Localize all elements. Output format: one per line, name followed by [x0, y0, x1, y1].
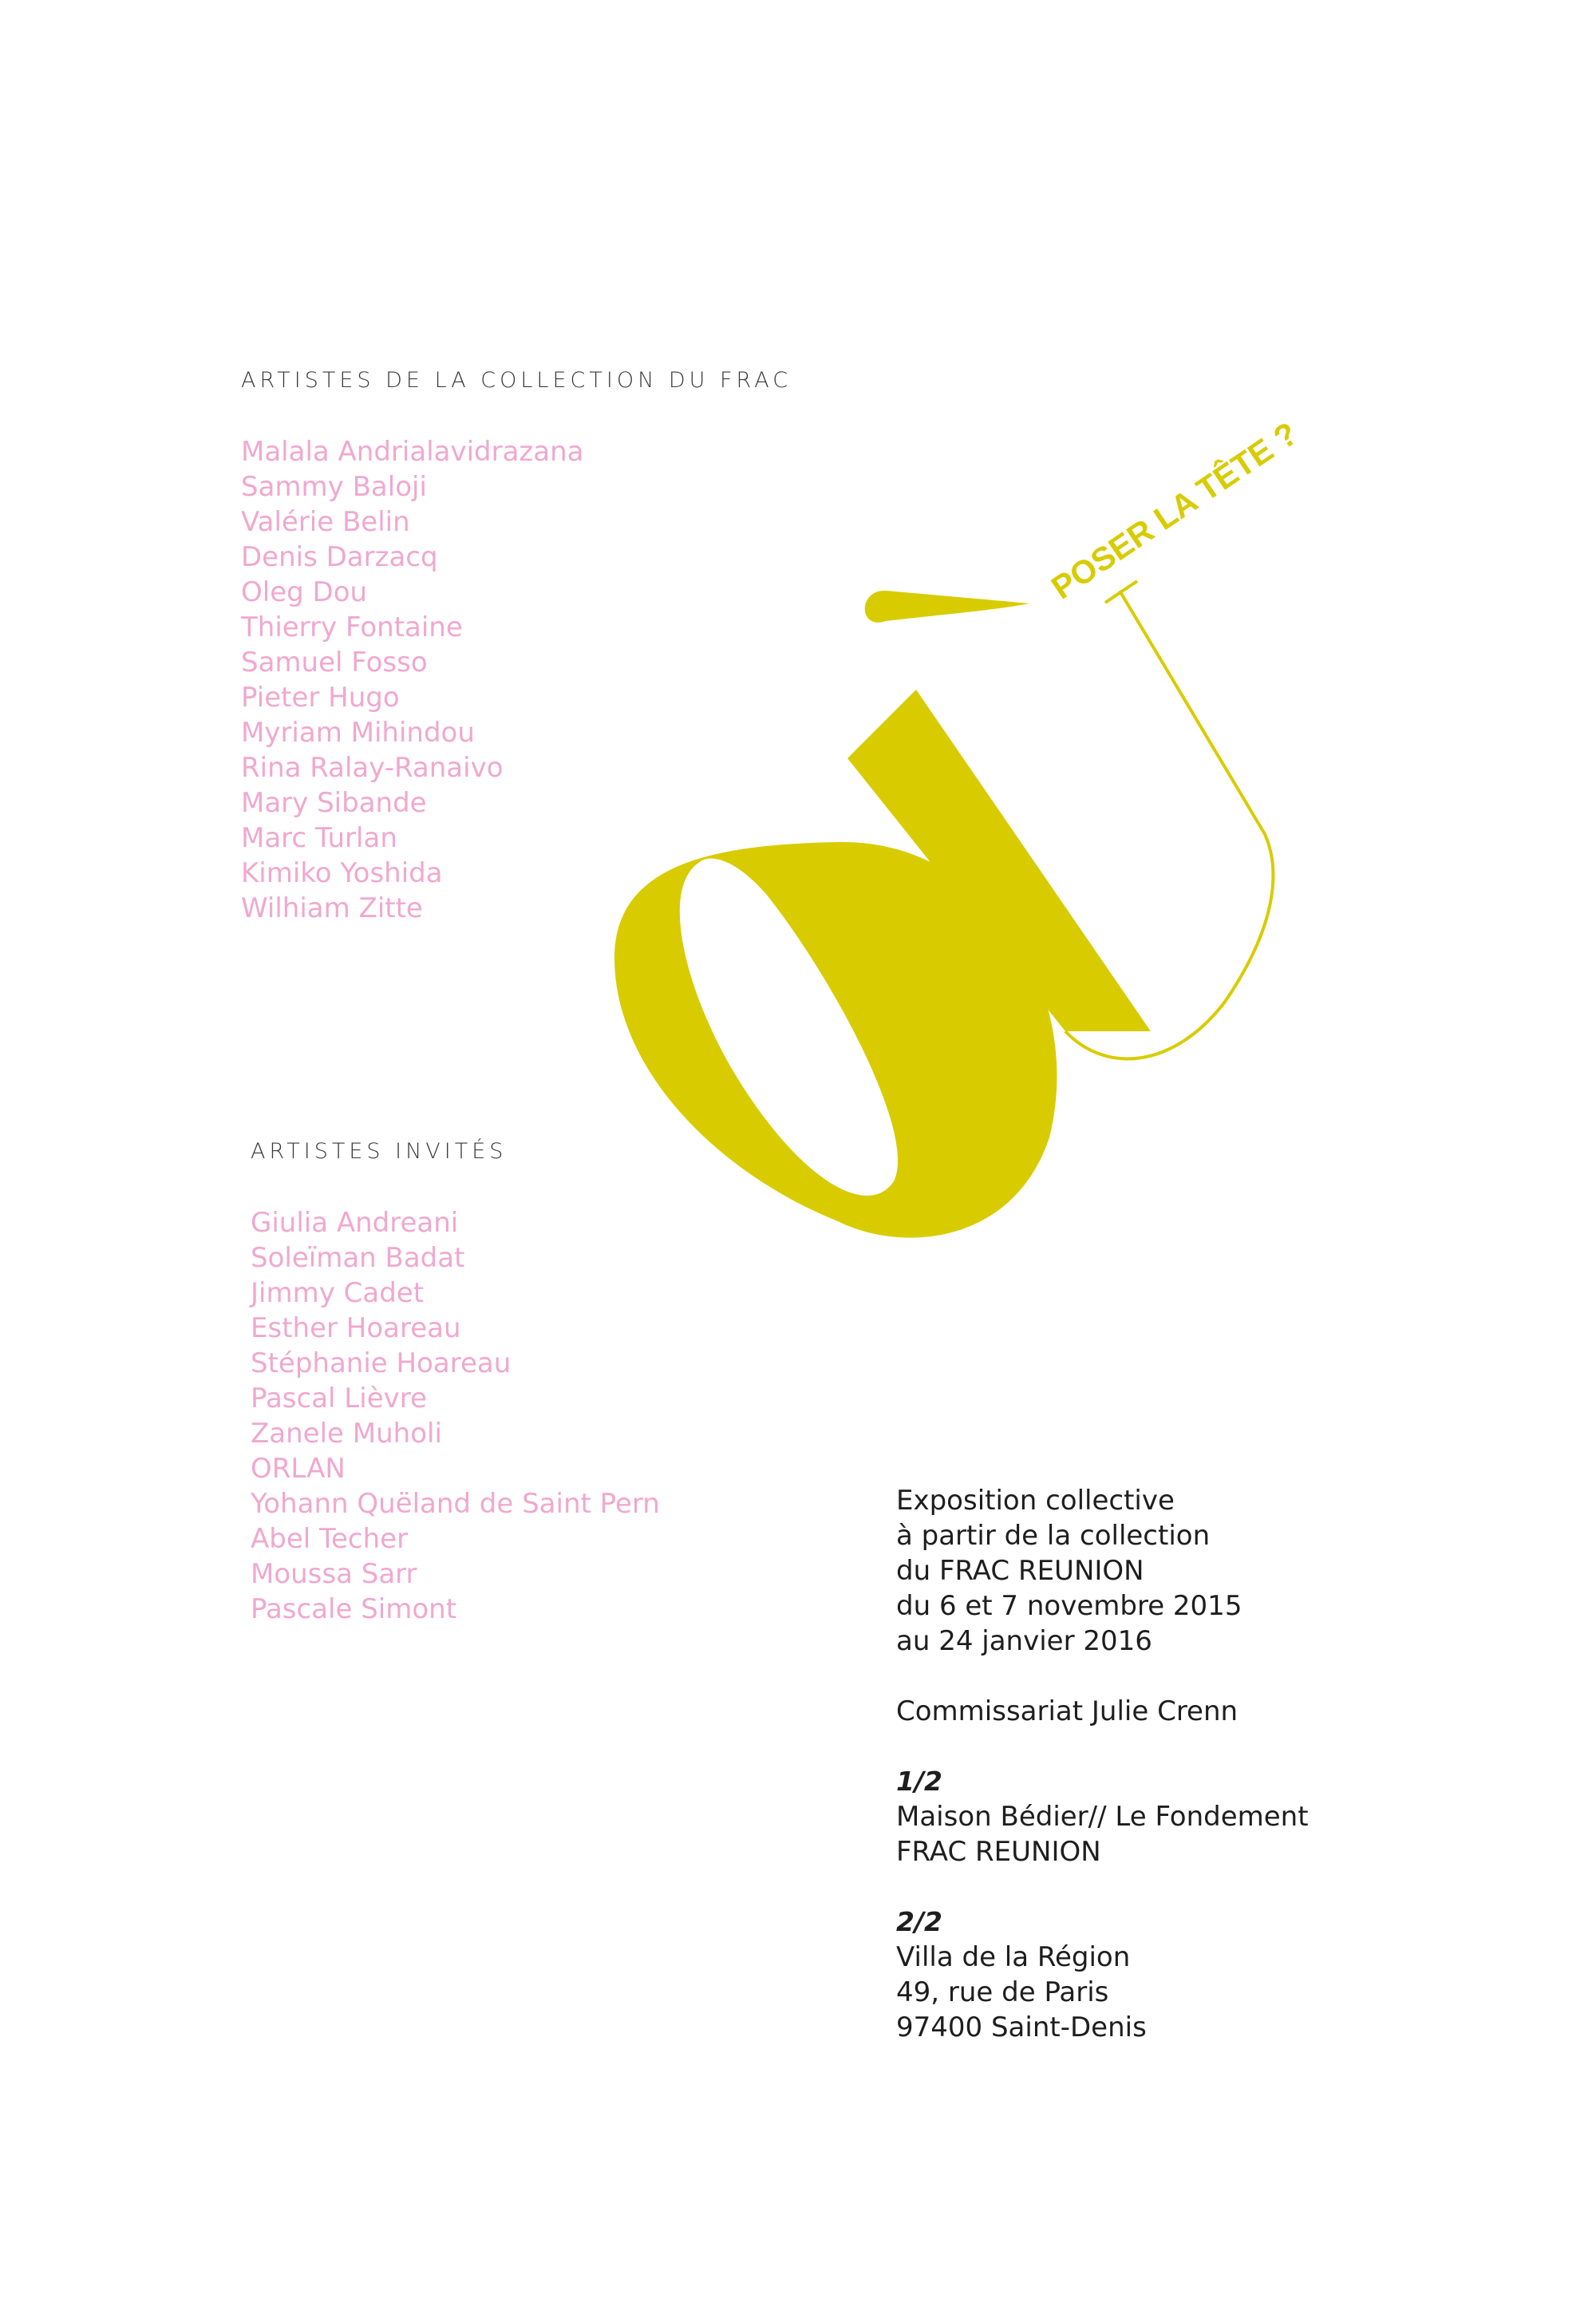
list-item: Mary Sibande: [241, 787, 427, 819]
list-item: Wilhiam Zitte: [241, 892, 423, 924]
venue-2-part-label: 2/2: [896, 1906, 942, 1937]
list-item: Marc Turlan: [241, 822, 397, 854]
venue-1-line: Maison Bédier// Le Fondement: [896, 1801, 1309, 1833]
list-item: Myriam Mihindou: [241, 717, 475, 749]
exhibition-info: [896, 1483, 1343, 2045]
list-item: Abel Techer: [251, 1523, 409, 1555]
list-item: Valérie Belin: [241, 506, 410, 538]
description-line: au 24 janvier 2016: [896, 1625, 1152, 1657]
list-item: ORLAN: [251, 1453, 346, 1485]
grave-accent-shape: [865, 591, 1029, 623]
list-item: Malala Andrialavidrazana: [241, 436, 584, 468]
list-item: Kimiko Yoshida: [241, 857, 443, 889]
list-item: Soleïman Badat: [251, 1242, 465, 1274]
list-item: Denis Darzacq: [241, 541, 438, 573]
description-line: du 6 et 7 novembre 2015: [896, 1590, 1242, 1622]
list-item: Samuel Fosso: [241, 647, 428, 678]
list-item: Rina Ralay-Ranaivo: [241, 752, 504, 784]
tagline-text: POSER LA TÊTE ?: [1045, 414, 1305, 607]
list-item: Oleg Dou: [241, 576, 368, 608]
venue-2-line: Villa de la Région: [896, 1941, 1131, 1973]
description-line: Exposition collective: [896, 1485, 1175, 1517]
list-item: Giulia Andreani: [251, 1207, 459, 1239]
list-item: Pascale Simont: [251, 1593, 457, 1625]
description-line: du FRAC REUNION: [896, 1555, 1144, 1587]
venue-1-part-label: 1/2: [896, 1766, 942, 1797]
guest-heading: ARTISTES INVITÉS: [251, 1139, 508, 1164]
list-item: Yohann Quëland de Saint Pern: [251, 1488, 660, 1520]
letter-u-serif-line: [1105, 581, 1137, 603]
list-item: Zanele Muholi: [251, 1418, 442, 1450]
list-item: Moussa Sarr: [251, 1558, 417, 1590]
curator-line: Commissariat Julie Crenn: [896, 1695, 1238, 1727]
list-item: Stéphanie Hoareau: [251, 1347, 512, 1379]
list-item: Sammy Baloji: [241, 471, 427, 503]
collection-heading: ARTISTES DE LA COLLECTION DU FRAC: [241, 368, 792, 393]
description-line: à partir de la collection: [896, 1520, 1211, 1552]
venue-1-line: FRAC REUNION: [896, 1836, 1101, 1868]
list-item: Jimmy Cadet: [251, 1277, 425, 1309]
venue-2-line: 49, rue de Paris: [896, 1976, 1109, 2008]
list-item: Pieter Hugo: [241, 682, 400, 714]
venue-2-line: 97400 Saint-Denis: [896, 2011, 1147, 2043]
list-item: Pascal Lièvre: [251, 1383, 427, 1414]
list-item: Thierry Fontaine: [241, 611, 463, 643]
list-item: Esther Hoareau: [251, 1312, 461, 1344]
